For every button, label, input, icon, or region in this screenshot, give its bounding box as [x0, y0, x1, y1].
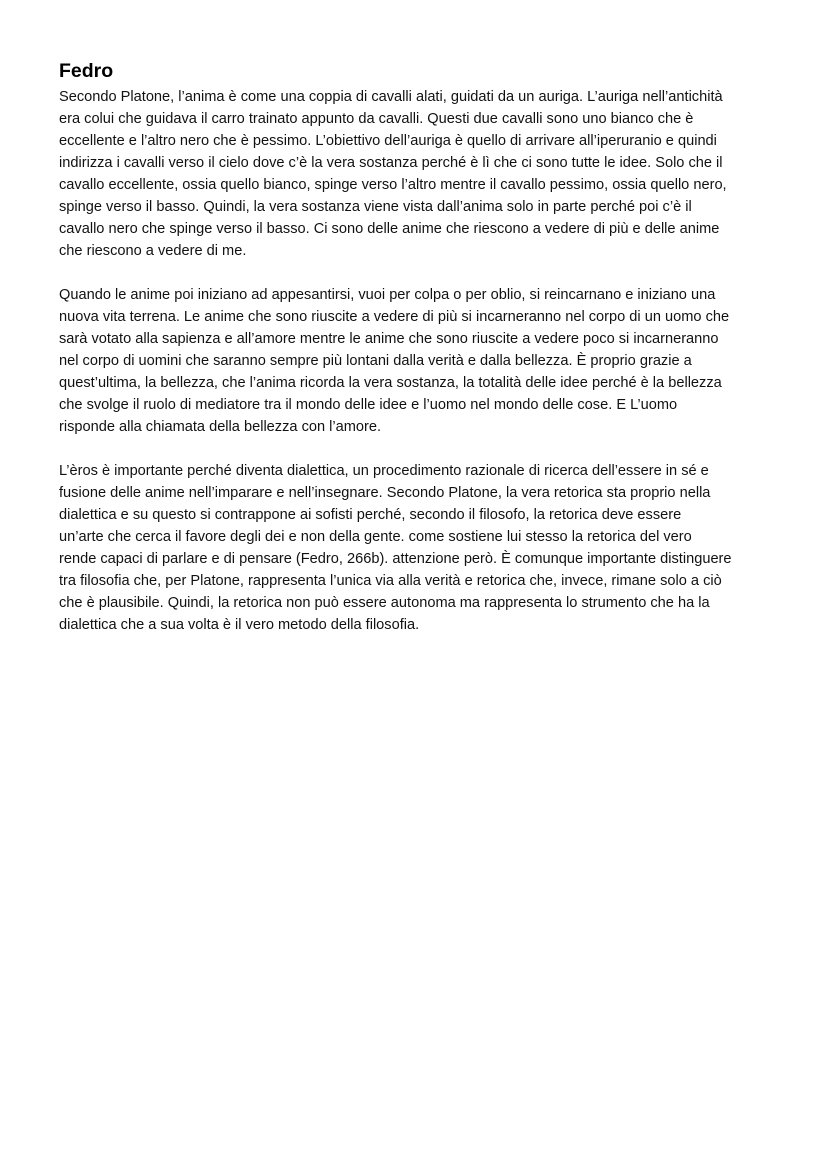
text-line: che è plausibile. Quindi, la retorica non può essere autonoma ma rappresenta lo strumento che ha la — [59, 595, 710, 611]
paragraph-3 — [59, 460, 771, 636]
text-line: dialettica che a sua volta è il vero metodo della filosofia. — [59, 617, 420, 633]
text-line: indirizza i cavalli verso il cielo dove c’è la vera sostanza perché è lì che ci sono tutte le idee. Solo che il — [59, 155, 723, 171]
text-line: Quando le anime poi iniziano ad appesantirsi, vuoi per colpa o per oblio, si reincarnano e iniziano una — [59, 287, 716, 303]
text-line: eccellente e l’altro nero che è pessimo. L’obiettivo dell’auriga è quello di arrivare all’iperuranio e quindi — [59, 133, 717, 149]
text-line: quest’ultima, la bellezza, che l’anima ricorda la vera sostanza, la totalità delle idee perché è la bellezza — [59, 375, 722, 391]
text-line: un’arte che cerca il favore degli dei e non della gente. come sostiene lui stesso la retorica del vero — [59, 529, 692, 545]
paragraph-2 — [59, 284, 771, 438]
text-line: risponde alla chiamata della bellezza con l’amore. — [59, 419, 382, 435]
text-line: L’èros è importante perché diventa dialettica, un procedimento razionale di ricerca dell’essere in sé e — [59, 463, 709, 479]
text-line: fusione delle anime nell’imparare e nell’insegnare. Secondo Platone, la vera retorica sta proprio nella — [59, 485, 711, 501]
text-line: cavallo nero che spinge verso il basso. Ci sono delle anime che riescono a vedere di più e delle anime — [59, 221, 720, 237]
text-line: che riescono a vedere di me. — [59, 243, 247, 259]
text-line: sarà votato alla sapienza e all’amore mentre le anime che sono riuscite a vedere poco si incarneranno — [59, 331, 719, 347]
text-line: tra filosofia che, per Platone, rappresenta l’unica via alla verità e retorica che, invece, rimane solo a ciò — [59, 573, 722, 589]
text-line: cavallo eccellente, ossia quello bianco, spinge verso l’altro mentre il cavallo pessimo, ossia quello nero, — [59, 177, 727, 193]
text-line: nuova vita terrena. Le anime che sono riuscite a vedere di più si incarneranno nel corpo di un uomo che — [59, 309, 730, 325]
text-line: dialettica e su questo si contrappone ai sofisti perché, secondo il filosofo, la retorica deve essere — [59, 507, 682, 523]
document-page — [59, 58, 771, 636]
text-line: era colui che guidava il carro trainato appunto da cavalli. Questi due cavalli sono uno bianco che è — [59, 111, 694, 127]
text-line: nel corpo di uomini che saranno sempre più lontani dalla verità e dalla bellezza. È proprio grazie a — [59, 353, 692, 369]
text-line: rende capaci di parlare e di pensare (Fedro, 266b). attenzione però. È comunque importante distinguere — [59, 551, 732, 567]
text-line: spinge verso il basso. Quindi, la vera sostanza viene vista dall’anima solo in parte perché poi c’è il — [59, 199, 692, 215]
paragraph-1 — [59, 86, 771, 262]
text-line: che svolge il ruolo di mediatore tra il mondo delle idee e l’uomo nel mondo delle cose. E L’uomo — [59, 397, 678, 413]
document-title: Fedro — [59, 60, 114, 82]
text-line: Secondo Platone, l’anima è come una coppia di cavalli alati, guidati da un auriga. L’auriga nell’antichità — [59, 89, 723, 105]
